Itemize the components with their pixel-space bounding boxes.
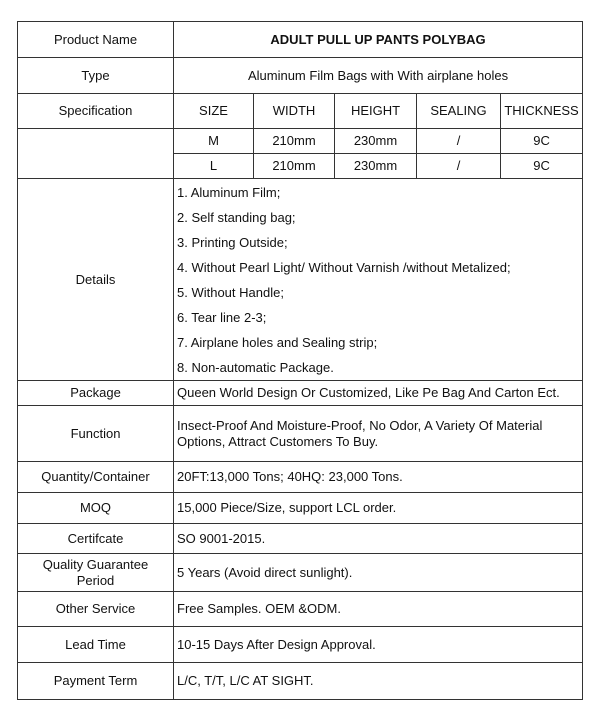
row-quantity — [18, 462, 583, 493]
detail-item: 2. Self standing bag; — [177, 209, 296, 225]
spec-header-height: HEIGHT — [335, 94, 417, 129]
quality-label — [18, 554, 174, 592]
payment-term-label: Payment Term — [18, 663, 174, 700]
spec-row-m — [18, 129, 583, 154]
row-quality — [18, 554, 583, 592]
payment-term-value: L/C, T/T, L/C AT SIGHT. — [174, 663, 583, 700]
specification-label: Specification — [18, 94, 174, 129]
spec-cell: 210mm — [254, 154, 335, 179]
spec-cell: M — [174, 129, 254, 154]
spec-blank-cell — [18, 129, 174, 179]
spec-header-size: SIZE — [174, 94, 254, 129]
moq-label: MOQ — [18, 493, 174, 524]
package-value: Queen World Design Or Customized, Like Pe Bag And Carton Ect. — [174, 381, 583, 406]
function-label: Function — [18, 406, 174, 462]
detail-item: 8. Non-automatic Package. — [177, 359, 334, 375]
quantity-value: 20FT:13,000 Tons; 40HQ: 23,000 Tons. — [174, 462, 583, 493]
spec-cell: L — [174, 154, 254, 179]
quality-value: 5 Years (Avoid direct sunlight). — [174, 554, 583, 592]
quality-label-line1: Quality Guarantee — [42, 556, 149, 572]
product-name-value: ADULT PULL UP PANTS POLYBAG — [174, 22, 583, 58]
spec-cell: / — [417, 154, 501, 179]
quality-label-line2: Period — [76, 572, 115, 588]
row-payment-term — [18, 663, 583, 700]
product-name-label: Product Name — [18, 22, 174, 58]
spec-cell: 210mm — [254, 129, 335, 154]
detail-item: 6. Tear line 2-3; — [177, 309, 267, 325]
lead-time-label: Lead Time — [18, 627, 174, 663]
function-value: Insect-Proof And Moisture-Proof, No Odor, A Variety Of Material Options, Attract Customers To Buy. — [174, 406, 583, 462]
detail-item: 5. Without Handle; — [177, 284, 284, 300]
details-label: Details — [18, 179, 174, 381]
spec-header-width: WIDTH — [254, 94, 335, 129]
detail-item: 7. Airplane holes and Sealing strip; — [177, 334, 378, 350]
certificate-value: SO 9001-2015. — [174, 524, 583, 554]
product-spec-table — [17, 21, 583, 700]
spec-cell: 230mm — [335, 154, 417, 179]
spec-header-thickness: THICKNESS — [501, 94, 583, 129]
row-spec-header — [18, 94, 583, 129]
row-moq — [18, 493, 583, 524]
row-certificate — [18, 524, 583, 554]
other-service-label: Other Service — [18, 592, 174, 627]
spec-cell: 9C — [501, 154, 583, 179]
row-package — [18, 381, 583, 406]
row-product-name — [18, 22, 583, 58]
spec-cell: 9C — [501, 129, 583, 154]
type-value: Aluminum Film Bags with With airplane holes — [174, 58, 583, 94]
row-other-service — [18, 592, 583, 627]
row-lead-time — [18, 627, 583, 663]
package-label: Package — [18, 381, 174, 406]
spec-cell: / — [417, 129, 501, 154]
spec-cell: 230mm — [335, 129, 417, 154]
lead-time-value: 10-15 Days After Design Approval. — [174, 627, 583, 663]
detail-item: 3. Printing Outside; — [177, 234, 288, 250]
moq-value: 15,000 Piece/Size, support LCL order. — [174, 493, 583, 524]
row-function — [18, 406, 583, 462]
detail-item: 4. Without Pearl Light/ Without Varnish /without Metalized; — [177, 259, 511, 275]
type-label: Type — [18, 58, 174, 94]
detail-item: 1. Aluminum Film; — [177, 184, 281, 200]
other-service-value: Free Samples. OEM &ODM. — [174, 592, 583, 627]
row-details — [18, 179, 583, 381]
certificate-label: Certifcate — [18, 524, 174, 554]
details-list — [174, 179, 583, 381]
quantity-label: Quantity/Container — [18, 462, 174, 493]
spec-header-sealing: SEALING — [417, 94, 501, 129]
row-type — [18, 58, 583, 94]
